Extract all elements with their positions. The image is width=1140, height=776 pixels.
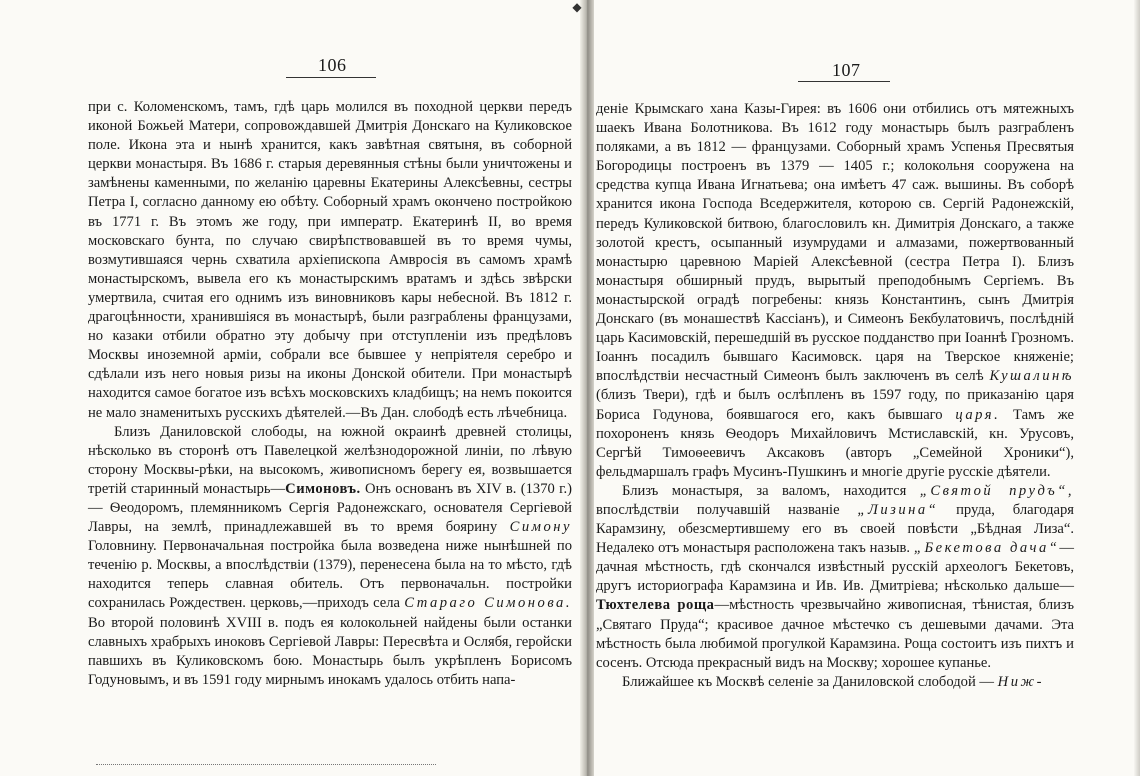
text-run: впослѣдствіи получавшій названіе [596, 501, 858, 518]
text-run: Во второй половинѣ XVIII в. подъ ея колокольней найдены были останки славныхъ храбрыхъ иноковъ Сергіевой Лавры: Пересвѣта и Ослябя, геройски павшихъ въ Куликовскомъ бою. Монастырь былъ укрѣпленъ Борисомъ Годуновымъ, и въ 1591 году мирнымъ инокамъ удалось отбить напа- [88, 614, 572, 688]
text-run: Головнину. Первоначальная постройка была возведена ниже нынѣшней по теченію р. Москвы, а впослѣдствіи (1379), перенесена была на то мѣсто, гдѣ находится теперь славная обитель. Отъ первоначальн. постройки сохранилась Рождествен. церковь,—приходъ села [88, 538, 572, 612]
left-page-text [88, 98, 572, 690]
left-page-number: 106 [318, 55, 347, 75]
right-page-number-rule [798, 81, 890, 82]
text-run: Онъ основанъ въ XIV в. (1370 г.) — Ѳеодоромъ, племянникомъ Сергія Радонежскаго, основателя Сергіевой Лавры, на землѣ, принадлежавшей въ то время боярину [88, 480, 572, 536]
bold-run: Тюхтелева роща [596, 597, 715, 614]
binding-mark-icon: ◆ [572, 0, 582, 14]
spaced-run: царя. [955, 406, 1001, 423]
right-page-number: 107 [832, 60, 861, 80]
text-run: —дачная мѣстность, гдѣ скончался извѣстный русскій археологъ Бекетовъ, другъ историографа Карамзина и Ив. Ив. Дмитріева; нѣсколько дальше— [596, 540, 1074, 595]
right-page-text [596, 100, 1074, 692]
spaced-run: „Лизина“ [857, 501, 939, 518]
right-page [588, 0, 1140, 776]
text-run: Ближайшее къ Москвѣ селеніе за Даниловской слободой — [622, 673, 998, 690]
text-run: —мѣстность чрезвычайно живописная, тѣнистая, близъ „Святаго Пруда“; красивое дачное мѣстечко съ дешевыми дачами. Эта мѣстность была любимой прогулкой Карамзина. Роща состоитъ изъ пихтъ и сосенъ. Отсюда прекрасный видъ на Москву; хорошее купанье. [596, 597, 1074, 671]
spaced-run: Ниж- [997, 673, 1044, 690]
right-paragraph [596, 673, 1074, 692]
page-edge [1134, 0, 1140, 776]
spaced-run: Симону [509, 519, 572, 536]
text-run: (близъ Твери), гдѣ и былъ ослѣпленъ въ 1597 году, по приказанію царя Бориса Годунова, боявшагося его, какъ бывшаго [596, 387, 1074, 423]
right-paragraph [596, 100, 1074, 482]
bold-run: Симоновъ. [285, 480, 361, 497]
text-run: Тамъ же похороненъ князь Ѳеодоръ Михайловичъ Мстиславскій, кн. Урусовъ, Сергѣй Тимоѳеевичъ Аксаковъ (авторъ „Семейной Хроники“), фельдмаршалъ графъ Мусинъ-Пушкинъ и многіе другіе русскіе дѣятели. [596, 406, 1074, 480]
spaced-run: „Бекетова дача“ [913, 540, 1060, 557]
spaced-run: Кушалинѣ [989, 368, 1074, 385]
left-paragraph [88, 98, 572, 423]
left-paragraph [88, 423, 572, 690]
spaced-run: Стараго Симонова. [404, 595, 573, 612]
text-run: Близъ Даниловской слободы, на южной окраинѣ древней столицы, нѣсколько въ сторонѣ отъ Павелецкой желѣзнодорожной линіи, по лѣвую сторону Москвы-рѣки, на высокомъ, живописномъ берегу ея, возвышается третій старинный монастырь— [88, 423, 572, 497]
text-run: при с. Коломенскомъ, тамъ, гдѣ царь молился въ походной церкви передъ иконой Божьей Матери, сопровождавшей Дмитрія Донскаго на Куликовское поле. Икона эта и нынѣ хранится, какъ завѣтная святыня, въ соборной церкви монастыря. Въ 1686 г. старыя деревянныя стѣны были уничтожены и замѣнены каменными, по желанію царевны Екатерины Алексѣевны, сестры Петра I, согласно данному ею обѣту. Соборный храмъ окончено постройкою въ 1771 г. Въ этомъ же году, при императр. Екатеринѣ II, во время московскаго бунта, по случаю свирѣпствовавшей въ то время чумы, возмутившаяся чернь схватила архіепископа Амвросія въ самомъ храмѣ монастырскомъ, вывела его къ монастырскимъ вратамъ и здѣсь звѣрски умертвила, считая его однимъ изъ виновниковъ кары небесной. Въ 1812 г. драгоцѣнности, хранившіяся въ монастырѣ, были разграблены французами, но казаки отбили обратно эту добычу при отступленіи изъ предѣловъ Москвы иноземной арміи, собрали все бывшее у непріятеля серебро и сдѣлали изъ него новыя ризы на иконы Донской обители. При монастырѣ находится самое богатое изъ всѣхъ московскихъ кладбищъ; на немъ покоится не мало знаменитыхъ русскихъ дѣятелей.—Въ Дан. слободѣ есть лѣчебница. [88, 99, 572, 421]
right-paragraph [596, 482, 1074, 673]
text-run: пруда, благодаря Карамзину, обезсмертившему его въ своей повѣсти „Бѣдная Лиза“. Недалеко отъ монастыря расположена такъ назыв. [596, 501, 1074, 557]
left-page-number-rule [286, 77, 376, 78]
text-run: деніе Крымскаго хана Казы-Гирея: въ 1606 они отбились отъ мятежныхъ шаекъ Ивана Болотникова. Въ 1612 году монастырь былъ разграбленъ поляками, а въ 1812 — французами. Соборный храмъ Успенья Пресвятыя Богородицы построенъ въ 1379 — 1405 г.; колокольня сооружена на средства купца Ивана Игнатьева; она имѣетъ 47 саж. вышины. Въ соборѣ хранится икона Господа Вседержителя, которою св. Сергій Радонежскій, передъ Куликовской битвою, благословилъ кн. Димитрія Донскаго, а также золотой крестъ, осыпанный изумрудами и алмазами, пожертвованный монастырю царевною Маріей Алексѣевной (сестра Петра I). Близъ монастыря обширный прудъ, вырытый преподобнымъ Сергіемъ. Въ монастырской оградѣ погребены: князь Константинъ, сынъ Дмитрія Донскаго (въ монашествѣ Кассіанъ), и Симеонъ Бекбулатовичъ, послѣдній царь Касимовскій, перешедшій въ русское подданство при Іоаннѣ Грозномъ. Іоаннъ посадилъ бывшаго Касимовск. царя на Тверское княженіе; впослѣдствіи несчастный Симеонъ былъ заключенъ въ селѣ [596, 101, 1074, 385]
spaced-run: „Святой прудъ“, [919, 482, 1074, 499]
text-run: Близъ монастыря, за валомъ, находится [622, 482, 920, 499]
page-edge-marks [96, 764, 436, 776]
